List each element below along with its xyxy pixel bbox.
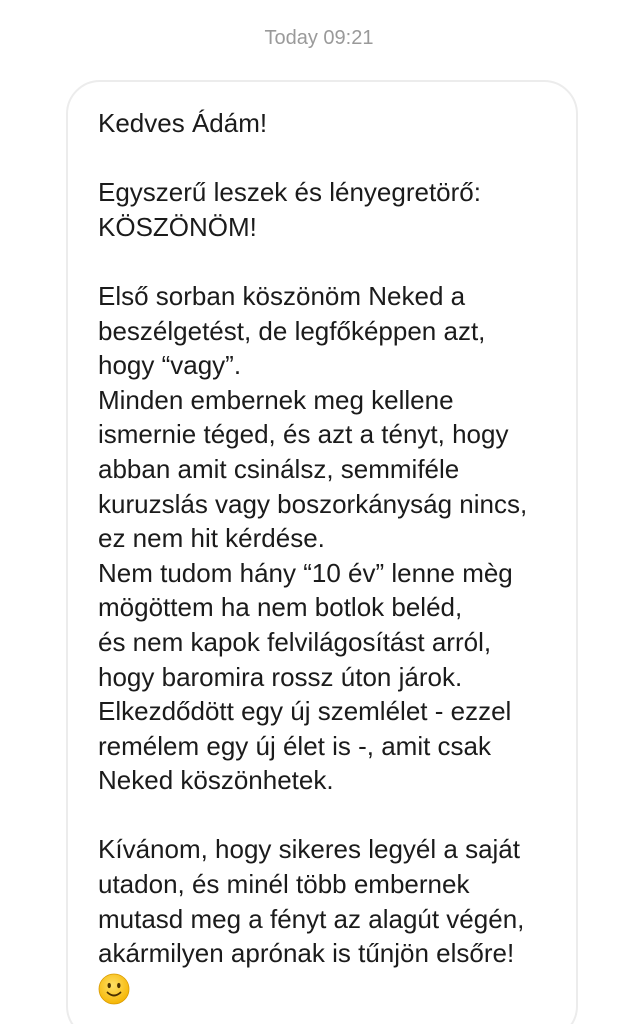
message-line: hogy baromira rossz úton járok. [98,661,463,692]
message-line: Minden embernek meg kellene [98,384,454,415]
message-line-blank [98,141,556,176]
message-line: Kedves Ádám! [98,108,268,138]
message-line: abban amit csinálsz, semmiféle [98,453,460,484]
message-timestamp: Today 09:21 [264,27,374,49]
message-line: ismernie téged, és azt a tényt, hogy [98,419,509,450]
message-line: Egyszerű leszek és lényegretörő: [98,177,481,208]
message-bubble[interactable] [66,80,578,1024]
message-line-blank [98,798,556,833]
message-line: kuruzslás vagy boszorkányság nincs, [98,488,528,519]
emoji-line [98,973,556,1009]
message-line: Elkezdődött egy új szemlélet - ezzel [98,696,512,727]
message-line: KÖSZÖNÖM! [98,211,257,242]
message-line: és nem kapok felvilágosítást arról, [98,626,492,657]
slightly-smiling-face-icon [98,973,130,1005]
message-line: mutasd meg a fényt az alagút végén, [98,903,525,934]
message-line: Kívánom, hogy sikeres legyél a saját [98,834,520,865]
message-line: hogy “vagy”. [98,350,242,381]
message-line: ez nem hit kérdése. [98,523,325,554]
message-line-blank [98,244,556,279]
message-line: akármilyen aprónak is tűnjön elsőre! [98,938,515,969]
message-line: Neked köszönhetek. [98,765,334,796]
message-line: Első sorban köszönöm Neked a [98,280,466,311]
message-line: mögöttem ha nem botlok beléd, [98,592,463,623]
message-line: remélem egy új élet is -, amit csak [98,730,492,761]
message-line: Nem tudom hány “10 év” lenne mèg [98,557,513,588]
message-line: beszélgetést, de legfőképpen azt, [98,315,486,346]
message-line: utadon, és minél több embernek [98,869,470,900]
